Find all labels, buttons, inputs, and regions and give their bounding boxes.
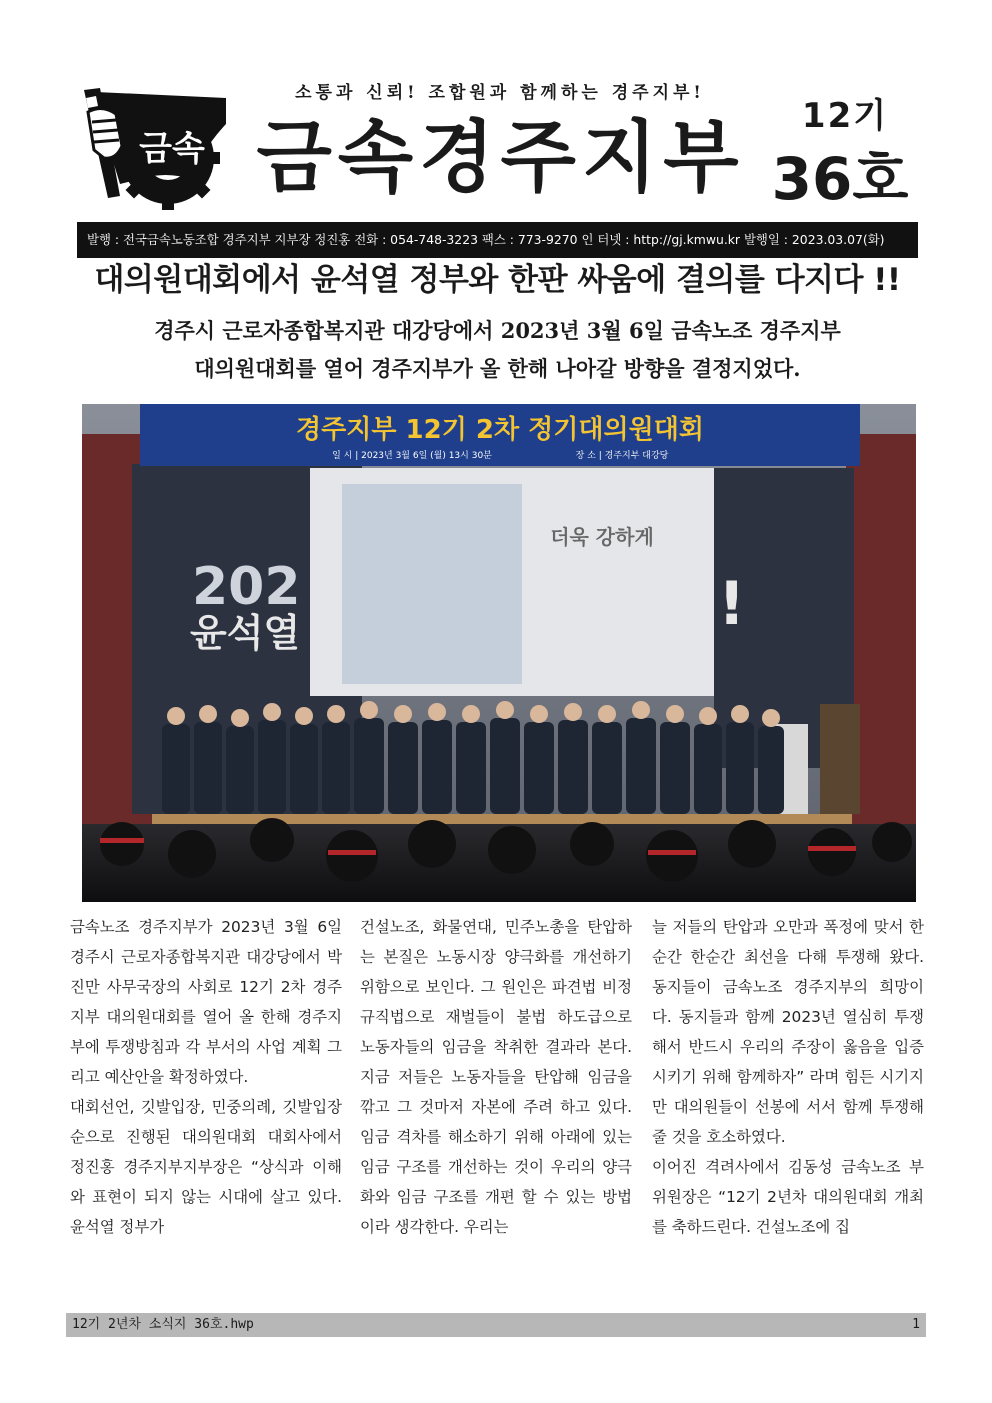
- subheadline-line-2: 대의원대회를 열어 경주지부가 올 한해 나아갈 방향을 결정지었다.: [194, 356, 801, 381]
- article-paragraph: 이어진 격려사에서 김동성 금속노조 부위원장은 “12기 2년차 대의원대회 개최를 축하드린다. 건설노조에 집: [652, 1158, 924, 1236]
- banner-place: 장 소 | 경주지부 대강당: [575, 451, 669, 461]
- article-paragraph: 대회선언, 깃발입장, 민중의례, 깃발입장순으로 진행된 대의원대회 대회사에서 정진홍 경주지부지부장은 “상식과 이해와 표현이 되지 않는 시대에 살고 있다. 윤석열 정부가: [70, 1098, 342, 1236]
- poster-year: 202: [192, 557, 301, 617]
- page-number: 1: [912, 1317, 920, 1332]
- slogan: 소통과 신뢰! 조합원과 함께하는 경주지부!: [295, 83, 705, 103]
- headline: 대의원대회에서 윤석열 정부와 한판 싸움에 결의를 다지다 !!: [94, 262, 901, 298]
- poster-text: 윤석열: [190, 611, 301, 655]
- publication-info-bar: 발행 : 전국금속노동조합 경주지부 지부장 정진홍 전화 : 054-748-3223 팩스 : 773-9270 인 터넷 : http://gj.kmwu.kr 발행일 : 2023.03.07(화): [77, 222, 918, 258]
- footer-filename: 12기 2년차 소식지 36호.hwp: [72, 1317, 254, 1332]
- banner-date: 일 시 | 2023년 3월 6일 (월) 13시 30분: [332, 451, 492, 461]
- article-column-2: [360, 912, 632, 1272]
- convention-scene: [82, 404, 916, 902]
- article-paragraph: 늘 저들의 탄압과 오만과 폭정에 맞서 한순간 한순간 최선을 다해 투쟁해 왔다. 동지들이 금속노조 경주지부의 희망이다. 동지들과 함께 2023년 열심히 투쟁해서 반드시 우리의 주장이 옳음을 입증시키기 위해 함께하자” 라며 힘든 시기지만 대의원들이 선봉에 서서 함께 투쟁해 줄 것을 호소하였다.: [652, 918, 924, 1146]
- article-paragraph: 금속노조 경주지부가 2023년 3월 6일 경주시 근로자종합복지관 대강당에서 박진만 사무국장의 사회로 12기 2차 경주지부 대의원대회를 열어 올 한해 경주지부에 투쟁방침과 각 부서의 사업 계획 그리고 예산안을 확정하였다.: [70, 918, 342, 1086]
- masthead-title: 금속경주지부: [256, 113, 745, 203]
- page-footer: [66, 1313, 926, 1337]
- fist-flag-gear-icon: [76, 84, 236, 212]
- article-column-1: [70, 912, 342, 1272]
- subheadline-line-1: 경주시 근로자종합복지관 대강당에서 2023년 3월 6일 금속노조 경주지부: [154, 318, 841, 343]
- logo-text: 금속: [139, 129, 205, 169]
- issue-number: 36호: [771, 145, 909, 213]
- event-photo: [82, 404, 916, 902]
- article-paragraph: 건설노조, 화물연대, 민주노총을 탄압하는 본질은 노동시장 양극화를 개선하기 위함으로 보인다. 그 원인은 파견법 비정규직법으로 재벌들이 불법 하도급으로 노동자들의 임금을 착취한 결과라 본다. 지금 저들은 노동자들을 탄압해 임금을 깎고 그 것마저 자본에 주려 하고 있다. 임금 격차를 해소하기 위해 아래에 있는 임금 구조를 개선하는 것이 우리의 양극화와 임금 구조를 개편 할 수 있는 방법이라 생각한다. 우리는: [360, 918, 632, 1236]
- union-logo: [76, 84, 236, 212]
- screen-text: 더욱 강하게: [550, 525, 654, 549]
- subheadline: [77, 312, 918, 388]
- banner-title: 경주지부 12기 2차 정기대의원대회: [296, 415, 704, 445]
- volume-label: 12기: [801, 96, 889, 136]
- article-column-3: [652, 912, 924, 1272]
- svg-text:!: !: [718, 569, 746, 639]
